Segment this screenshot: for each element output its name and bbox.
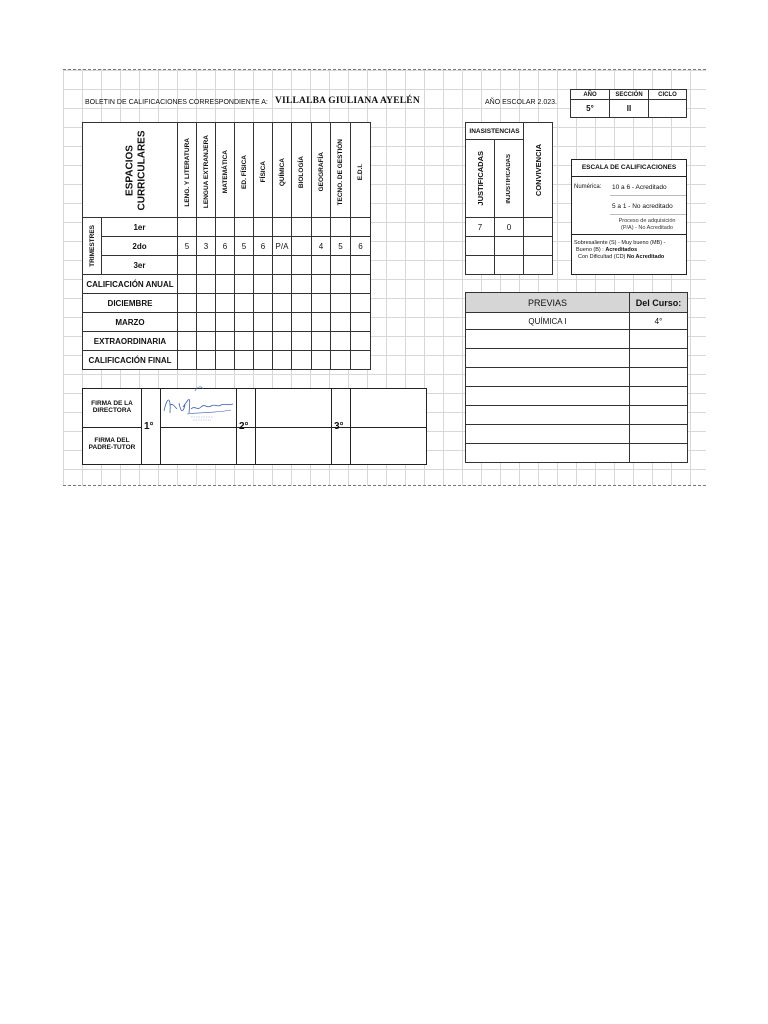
grade-cell xyxy=(292,237,312,256)
convivencia-cell xyxy=(524,218,553,237)
subject-header: GEOGRAFÍA xyxy=(312,123,331,218)
pa-line1: Proceso de adquisición xyxy=(618,218,676,224)
section-value: II xyxy=(610,100,649,118)
subject-header: BIOLOGÍA xyxy=(292,123,312,218)
table-row xyxy=(466,237,553,256)
grade-cell xyxy=(351,218,371,237)
grading-scale-box xyxy=(571,159,687,275)
grade-cell xyxy=(254,218,273,237)
range-not-accredited: 5 a 1 - No acreditado xyxy=(612,203,673,210)
espacios-curriculares-title xyxy=(83,123,178,218)
grade-cell: 5 xyxy=(178,237,197,256)
previa-subject xyxy=(466,444,630,463)
row-label: 3er xyxy=(102,256,178,275)
firma-padre-line2: PADRE-TUTOR xyxy=(88,444,136,451)
convivencia-header: CONVIVENCIA xyxy=(524,123,553,218)
grade-cell xyxy=(216,256,235,275)
previa-subject xyxy=(466,425,630,444)
grade-cell: 6 xyxy=(351,237,371,256)
grade-cell: 6 xyxy=(216,237,235,256)
del-curso-header: Del Curso: xyxy=(630,293,688,313)
previa-course xyxy=(630,387,688,406)
summary-row xyxy=(83,351,371,370)
grade-cell xyxy=(331,256,351,275)
convivencia-cell xyxy=(524,237,553,256)
previas-table xyxy=(465,292,688,463)
previa-course xyxy=(630,349,688,368)
grade-cell xyxy=(197,256,216,275)
previa-subject xyxy=(466,368,630,387)
subject-header: MATEMÁTICA xyxy=(216,123,235,218)
cycle-value xyxy=(649,100,687,118)
grade-cell: 5 xyxy=(331,237,351,256)
row-label: 2do xyxy=(102,237,178,256)
table-row xyxy=(466,256,553,275)
summary-row xyxy=(83,332,371,351)
subject-header: E.D.I. xyxy=(351,123,371,218)
grade-cell xyxy=(235,256,254,275)
subject-header: LENG. Y LITERATURA xyxy=(178,123,197,218)
table-row xyxy=(83,237,371,256)
report-card-sheet xyxy=(63,69,706,486)
summary-row xyxy=(83,294,371,313)
grade-cell xyxy=(292,218,312,237)
table-row xyxy=(466,406,688,425)
previa-subject: QUÍMICA I xyxy=(466,313,630,330)
previa-course xyxy=(630,330,688,349)
summary-label: EXTRAORDINARIA xyxy=(83,332,178,351)
grade-cell xyxy=(197,218,216,237)
convivencia-cell xyxy=(524,256,553,275)
justificadas-cell xyxy=(466,237,495,256)
trimestres-label: TRIMESTRES xyxy=(83,218,102,275)
table-row xyxy=(466,444,688,463)
grade-cell xyxy=(292,256,312,275)
pa-line2: (P/A) - No Acreditado xyxy=(621,225,673,231)
grade-cell xyxy=(178,256,197,275)
director-signature-image xyxy=(161,383,236,427)
grade-cell: 4 xyxy=(312,237,331,256)
concept-line3: Con Dificultad (CD) No Acreditado xyxy=(578,254,665,260)
table-row xyxy=(466,425,688,444)
row-label: 1er xyxy=(102,218,178,237)
summary-label: CALIFICACIÓN ANUAL xyxy=(83,275,178,294)
summary-label: CALIFICACIÓN FINAL xyxy=(83,351,178,370)
grade-cell xyxy=(273,218,292,237)
previa-subject xyxy=(466,387,630,406)
grade-cell xyxy=(351,256,371,275)
year-section-table xyxy=(570,89,687,118)
period-3-label: 3° xyxy=(334,421,344,432)
inasistencias-header: INASISTENCIAS xyxy=(466,123,524,140)
subject-header: ED. FÍSICA xyxy=(235,123,254,218)
grade-cell xyxy=(235,218,254,237)
grade-cell xyxy=(312,256,331,275)
grade-cell xyxy=(216,218,235,237)
injustificadas-cell xyxy=(495,237,524,256)
previa-course xyxy=(630,368,688,387)
school-year: AÑO ESCOLAR 2.023. xyxy=(485,99,557,106)
table-row xyxy=(466,313,688,330)
boletin-label: BOLETIN DE CALIFICACIONES CORRESPONDIENTE A: xyxy=(85,99,268,106)
cycle-header: CICLO xyxy=(649,90,687,100)
table-row xyxy=(83,256,371,275)
subject-header: LENGUA EXTRANJERA xyxy=(197,123,216,218)
summary-label: MARZO xyxy=(83,313,178,332)
table-row xyxy=(466,368,688,387)
grade-cell xyxy=(273,256,292,275)
grade-cell xyxy=(254,256,273,275)
summary-row xyxy=(83,275,371,294)
firma-directora-line1: FIRMA DE LA xyxy=(91,400,133,407)
table-row xyxy=(83,218,371,237)
grade-cell: 6 xyxy=(254,237,273,256)
grades-table xyxy=(82,122,371,370)
previa-course: 4° xyxy=(630,313,688,330)
table-row xyxy=(466,218,553,237)
grade-cell: 3 xyxy=(197,237,216,256)
firma-padre-line1: FIRMA DEL xyxy=(94,437,130,444)
grade-cell xyxy=(312,218,331,237)
previa-course xyxy=(630,444,688,463)
summary-row xyxy=(83,313,371,332)
grade-cell xyxy=(178,218,197,237)
grade-cell: P/A xyxy=(273,237,292,256)
period-1-label: 1° xyxy=(144,421,154,432)
numerica-label: Numérica: xyxy=(574,184,602,190)
scale-title: ESCALA DE CALIFICACIONES xyxy=(581,164,677,171)
justificadas-cell xyxy=(466,256,495,275)
injustificadas-cell xyxy=(495,256,524,275)
injustificadas-header: INJUSTIFICADAS xyxy=(495,140,524,218)
year-header: AÑO xyxy=(571,90,610,100)
grade-cell xyxy=(331,218,351,237)
previa-subject xyxy=(466,406,630,425)
attendance-table xyxy=(465,122,553,275)
table-row xyxy=(466,330,688,349)
range-accredited: 10 a 6 - Acreditado xyxy=(612,184,667,191)
period-2-label: 2° xyxy=(239,421,249,432)
year-value: 5° xyxy=(571,100,610,118)
subject-header: TECNO. DE GESTIÓN xyxy=(331,123,351,218)
previas-header: PREVIAS xyxy=(466,293,630,313)
table-row xyxy=(466,387,688,406)
grade-cell: 5 xyxy=(235,237,254,256)
previa-course xyxy=(630,406,688,425)
espacios-curriculares-rotated: ESPACIOS CURRICULARES xyxy=(124,130,147,210)
table-row xyxy=(466,349,688,368)
justificadas-header: JUSTIFICADAS xyxy=(466,140,495,218)
previa-subject xyxy=(466,330,630,349)
concept-line1: Sobresaliente (S) - Muy bueno (MB) - xyxy=(574,240,666,246)
signatures-block xyxy=(82,388,427,465)
injustificadas-cell: 0 xyxy=(495,218,524,237)
subject-header: QUÍMICA xyxy=(273,123,292,218)
justificadas-cell: 7 xyxy=(466,218,495,237)
student-name: VILLALBA GIULIANA AYELÉN xyxy=(275,96,420,106)
subject-header: FÍSICA xyxy=(254,123,273,218)
summary-label: DICIEMBRE xyxy=(83,294,178,313)
previa-subject xyxy=(466,349,630,368)
concept-line2: Bueno (B) : Acreditados xyxy=(576,247,638,253)
previa-course xyxy=(630,425,688,444)
section-header: SECCIÓN xyxy=(610,90,649,100)
firma-directora-line2: DIRECTORA xyxy=(92,407,132,414)
